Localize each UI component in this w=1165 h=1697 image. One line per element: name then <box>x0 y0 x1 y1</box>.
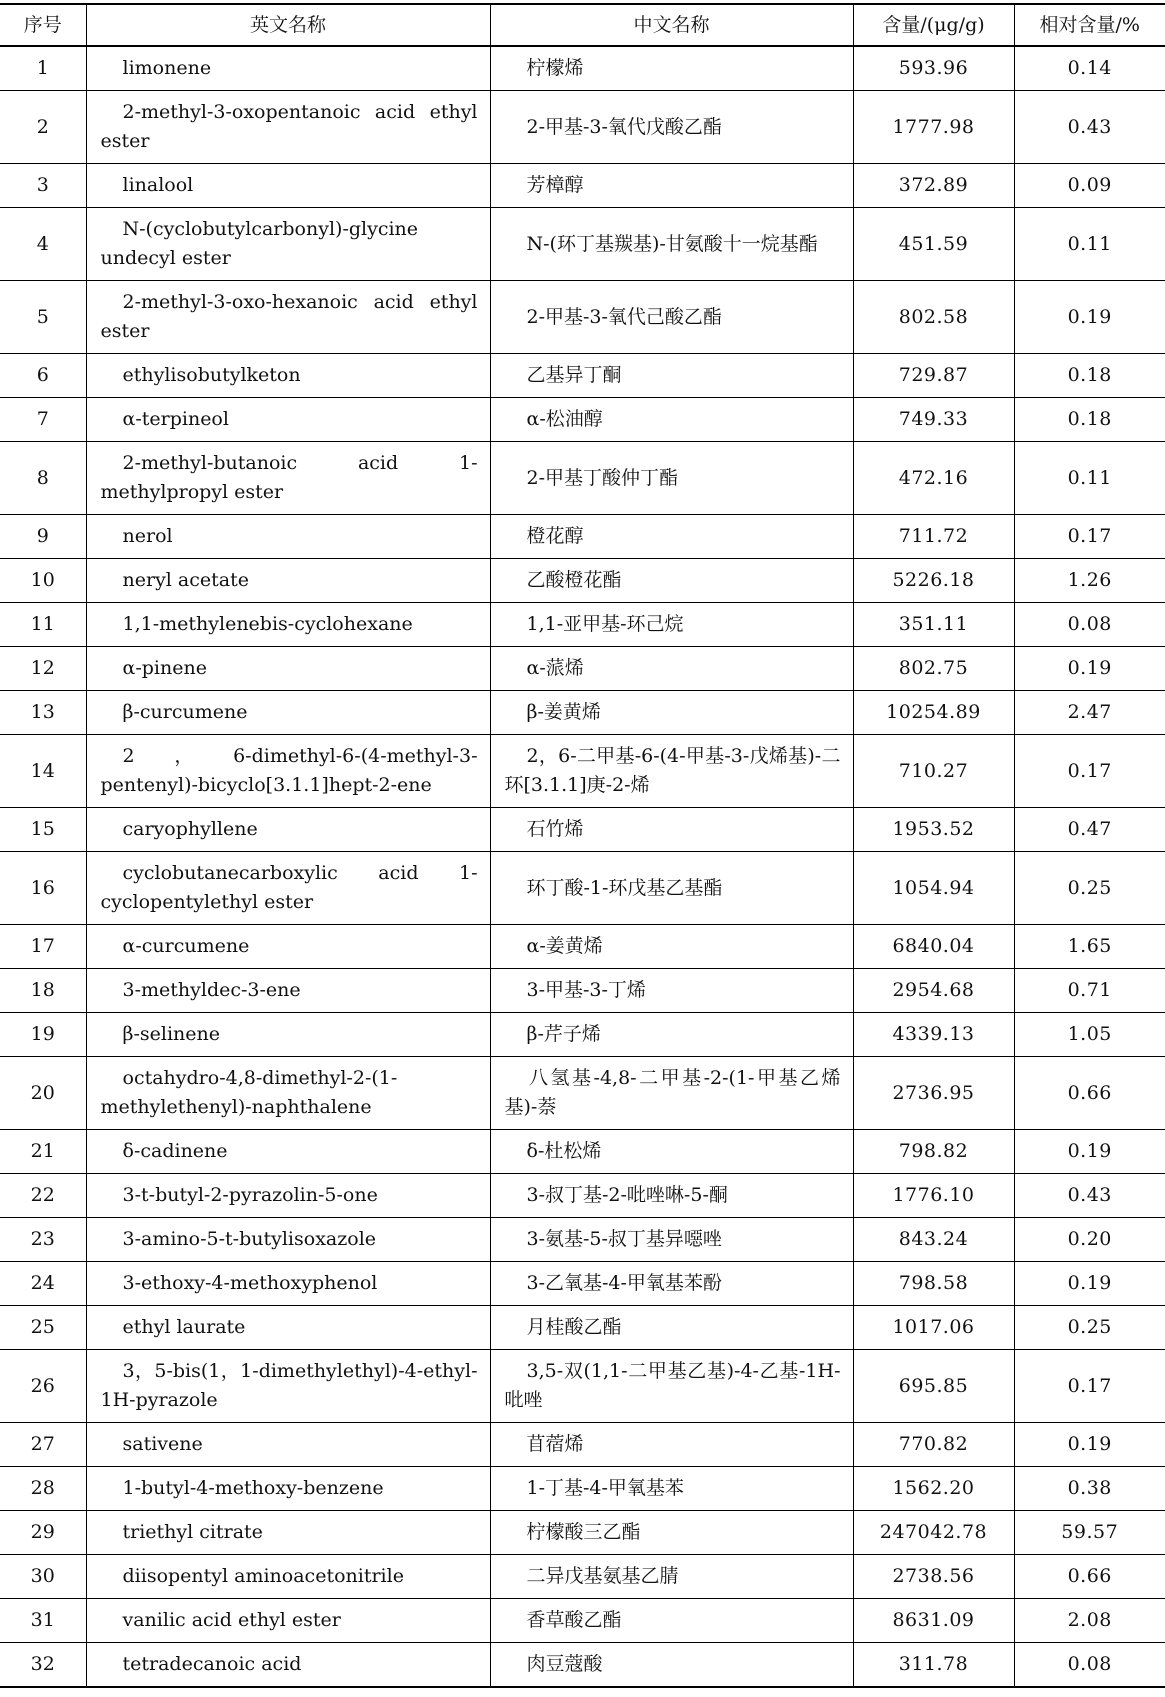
table-row <box>0 691 1165 735</box>
cell-content: 802.58 <box>853 281 1014 354</box>
cell-chinese-name <box>490 281 853 354</box>
cell-english-name <box>86 442 490 515</box>
cell-chinese-name <box>490 354 853 398</box>
cell-chinese-name <box>490 1599 853 1643</box>
cell-chinese-name <box>490 442 853 515</box>
header-english-name: 英文名称 <box>86 4 490 46</box>
cell-content: 1017.06 <box>853 1306 1014 1350</box>
cell-content: 451.59 <box>853 208 1014 281</box>
cell-relative-content: 0.14 <box>1014 46 1165 91</box>
cell-content: 351.11 <box>853 603 1014 647</box>
cell-relative-content: 0.17 <box>1014 515 1165 559</box>
cell-english-name-text: 2-methyl-butanoic acid 1-methylpropyl ester <box>100 452 478 503</box>
cell-chinese-name-text: 柠檬烯 <box>526 57 584 79</box>
cell-english-name <box>86 46 490 91</box>
cell-content: 593.96 <box>853 46 1014 91</box>
table-row <box>0 1306 1165 1350</box>
cell-chinese-name-text: 苜蓿烯 <box>526 1433 584 1455</box>
cell-relative-content: 0.66 <box>1014 1555 1165 1599</box>
table-row <box>0 1130 1165 1174</box>
cell-content: 247042.78 <box>853 1511 1014 1555</box>
cell-relative-content: 0.17 <box>1014 1350 1165 1423</box>
cell-chinese-name-text: 芳樟醇 <box>526 174 584 196</box>
cell-no: 11 <box>0 603 86 647</box>
cell-no: 18 <box>0 969 86 1013</box>
cell-no: 20 <box>0 1057 86 1130</box>
cell-content: 1054.94 <box>853 852 1014 925</box>
table-row <box>0 1555 1165 1599</box>
cell-english-name <box>86 1599 490 1643</box>
cell-content: 311.78 <box>853 1643 1014 1688</box>
cell-english-name-text: triethyl citrate <box>122 1521 263 1543</box>
table-row <box>0 1174 1165 1218</box>
table-row <box>0 603 1165 647</box>
cell-no: 32 <box>0 1643 86 1688</box>
cell-chinese-name-text: 3-甲基-3-丁烯 <box>526 979 646 1001</box>
cell-chinese-name <box>490 1350 853 1423</box>
cell-english-name <box>86 91 490 164</box>
cell-english-name-text: ethyl laurate <box>122 1316 246 1338</box>
table-row <box>0 1262 1165 1306</box>
cell-english-name <box>86 1174 490 1218</box>
cell-chinese-name <box>490 1130 853 1174</box>
table-header <box>0 4 1165 46</box>
cell-chinese-name-text: 2，6-二甲基-6-(4-甲基-3-戊烯基)-二环[3.1.1]庚-2-烯 <box>504 745 841 796</box>
cell-english-name <box>86 647 490 691</box>
cell-content: 372.89 <box>853 164 1014 208</box>
cell-english-name-text: α-pinene <box>122 657 207 679</box>
cell-english-name-text: vanilic acid ethyl ester <box>122 1609 341 1631</box>
cell-chinese-name <box>490 808 853 852</box>
cell-chinese-name <box>490 852 853 925</box>
cell-english-name-text: 1-butyl-4-methoxy-benzene <box>122 1477 384 1499</box>
cell-chinese-name-text: α-松油醇 <box>526 408 603 430</box>
cell-no: 24 <box>0 1262 86 1306</box>
cell-no: 12 <box>0 647 86 691</box>
cell-english-name <box>86 691 490 735</box>
table-row <box>0 354 1165 398</box>
cell-no: 8 <box>0 442 86 515</box>
cell-chinese-name-text: 2-甲基丁酸仲丁酯 <box>526 466 679 489</box>
cell-content: 10254.89 <box>853 691 1014 735</box>
cell-content: 802.75 <box>853 647 1014 691</box>
cell-relative-content: 0.19 <box>1014 1130 1165 1174</box>
table-row <box>0 647 1165 691</box>
cell-relative-content: 0.18 <box>1014 354 1165 398</box>
cell-content: 2954.68 <box>853 969 1014 1013</box>
cell-no: 9 <box>0 515 86 559</box>
table-row <box>0 442 1165 515</box>
cell-english-name <box>86 852 490 925</box>
table-row <box>0 925 1165 969</box>
cell-relative-content: 1.65 <box>1014 925 1165 969</box>
cell-english-name <box>86 735 490 808</box>
table-row <box>0 515 1165 559</box>
table-row <box>0 1467 1165 1511</box>
table-row <box>0 281 1165 354</box>
table-row <box>0 1599 1165 1643</box>
cell-chinese-name <box>490 208 853 281</box>
cell-no: 19 <box>0 1013 86 1057</box>
cell-no: 23 <box>0 1218 86 1262</box>
cell-content: 798.82 <box>853 1130 1014 1174</box>
cell-relative-content: 0.25 <box>1014 852 1165 925</box>
cell-no: 27 <box>0 1423 86 1467</box>
table-row <box>0 735 1165 808</box>
cell-no: 30 <box>0 1555 86 1599</box>
cell-english-name-text: 3-amino-5-t-butylisoxazole <box>122 1228 377 1250</box>
cell-relative-content: 0.47 <box>1014 808 1165 852</box>
compound-table <box>0 3 1165 1688</box>
cell-english-name-text: 3-ethoxy-4-methoxyphenol <box>122 1272 378 1294</box>
cell-chinese-name <box>490 603 853 647</box>
cell-english-name-text: δ-cadinene <box>122 1140 228 1162</box>
cell-content: 4339.13 <box>853 1013 1014 1057</box>
cell-chinese-name-text: 2-甲基-3-氧代己酸乙酯 <box>526 305 722 328</box>
cell-content: 1953.52 <box>853 808 1014 852</box>
cell-chinese-name-text: 1,1-亚甲基-环己烷 <box>526 613 684 635</box>
table-row <box>0 1511 1165 1555</box>
cell-english-name-text: 3-methyldec-3-ene <box>122 979 301 1001</box>
cell-relative-content: 0.43 <box>1014 91 1165 164</box>
cell-chinese-name <box>490 691 853 735</box>
cell-no: 17 <box>0 925 86 969</box>
cell-chinese-name <box>490 1511 853 1555</box>
cell-english-name-text: sativene <box>122 1433 203 1455</box>
cell-english-name <box>86 1467 490 1511</box>
cell-english-name <box>86 208 490 281</box>
cell-chinese-name-text: α-蒎烯 <box>526 657 584 679</box>
cell-content: 1776.10 <box>853 1174 1014 1218</box>
cell-english-name-text: β-curcumene <box>122 701 248 723</box>
cell-relative-content: 0.11 <box>1014 208 1165 281</box>
cell-chinese-name-text: 肉豆蔻酸 <box>526 1653 603 1675</box>
cell-chinese-name-text: 柠檬酸三乙酯 <box>526 1521 641 1543</box>
cell-chinese-name <box>490 1218 853 1262</box>
cell-chinese-name <box>490 1643 853 1688</box>
cell-chinese-name-text: 乙基异丁酮 <box>526 364 622 386</box>
cell-english-name <box>86 354 490 398</box>
cell-english-name-text: diisopentyl aminoacetonitrile <box>122 1565 404 1587</box>
table-row <box>0 559 1165 603</box>
cell-chinese-name-text: 月桂酸乙酯 <box>526 1316 622 1338</box>
cell-english-name <box>86 515 490 559</box>
table-row <box>0 91 1165 164</box>
cell-content: 472.16 <box>853 442 1014 515</box>
cell-chinese-name-text: 3-氨基-5-叔丁基异噁唑 <box>526 1228 722 1250</box>
cell-content: 729.87 <box>853 354 1014 398</box>
cell-english-name <box>86 1218 490 1262</box>
cell-chinese-name <box>490 1555 853 1599</box>
cell-chinese-name-text: 1-丁基-4-甲氧基苯 <box>526 1477 684 1499</box>
cell-no: 5 <box>0 281 86 354</box>
cell-english-name-text: cyclobutanecarboxylic acid 1-cyclopentylethyl ester <box>100 862 478 913</box>
cell-content: 5226.18 <box>853 559 1014 603</box>
cell-relative-content: 2.08 <box>1014 1599 1165 1643</box>
cell-content: 798.58 <box>853 1262 1014 1306</box>
cell-chinese-name-text: β-姜黄烯 <box>526 701 601 723</box>
cell-relative-content: 1.05 <box>1014 1013 1165 1057</box>
cell-english-name-text: 2-methyl-3-oxo-hexanoic acid ethyl ester <box>100 291 478 342</box>
cell-no: 7 <box>0 398 86 442</box>
cell-content: 711.72 <box>853 515 1014 559</box>
cell-relative-content: 0.08 <box>1014 603 1165 647</box>
cell-english-name-text: β-selinene <box>122 1023 221 1045</box>
cell-no: 29 <box>0 1511 86 1555</box>
cell-chinese-name-text: 3-叔丁基-2-吡唑啉-5-酮 <box>526 1184 728 1206</box>
cell-chinese-name <box>490 1174 853 1218</box>
cell-english-name-text: linalool <box>122 174 194 196</box>
cell-chinese-name-text: 环丁酸-1-环戊基乙基酯 <box>526 876 723 899</box>
cell-chinese-name <box>490 559 853 603</box>
cell-relative-content: 0.66 <box>1014 1057 1165 1130</box>
cell-chinese-name-text: 3,5-双(1,1-二甲基乙基)-4-乙基-1H-吡唑 <box>504 1360 841 1411</box>
cell-english-name-text: 1,1-methylenebis-cyclohexane <box>122 613 413 635</box>
cell-relative-content: 0.71 <box>1014 969 1165 1013</box>
cell-content: 695.85 <box>853 1350 1014 1423</box>
cell-english-name-text: octahydro-4,8-dimethyl-2-(1-methylethenyl)-naphthalene <box>100 1067 398 1118</box>
header-no: 序号 <box>0 4 86 46</box>
cell-english-name <box>86 1423 490 1467</box>
table-row <box>0 1218 1165 1262</box>
cell-chinese-name-text: N-(环丁基羰基)-甘氨酸十一烷基酯 <box>526 232 818 255</box>
cell-relative-content: 0.19 <box>1014 281 1165 354</box>
cell-chinese-name <box>490 735 853 808</box>
cell-english-name-text: 3-t-butyl-2-pyrazolin-5-one <box>122 1184 378 1206</box>
cell-english-name-text: N-(cyclobutylcarbonyl)-glycine undecyl ester <box>100 218 419 269</box>
cell-chinese-name-text: 橙花醇 <box>526 525 584 547</box>
cell-chinese-name-text: 二异戊基氨基乙腈 <box>526 1565 679 1587</box>
cell-english-name-text: 2，6-dimethyl-6-(4-methyl-3-pentenyl)-bicyclo[3.1.1]hept-2-ene <box>100 745 478 796</box>
cell-english-name-text: ethylisobutylketon <box>122 364 301 386</box>
table-row <box>0 1643 1165 1688</box>
cell-chinese-name <box>490 925 853 969</box>
cell-no: 28 <box>0 1467 86 1511</box>
cell-chinese-name <box>490 1262 853 1306</box>
table-row <box>0 164 1165 208</box>
cell-chinese-name <box>490 1467 853 1511</box>
cell-english-name <box>86 1306 490 1350</box>
cell-english-name <box>86 1643 490 1688</box>
cell-no: 16 <box>0 852 86 925</box>
table-body <box>0 46 1165 1687</box>
cell-chinese-name <box>490 515 853 559</box>
cell-relative-content: 0.09 <box>1014 164 1165 208</box>
table-row <box>0 969 1165 1013</box>
cell-chinese-name-text: 石竹烯 <box>526 818 584 840</box>
cell-chinese-name-text: 2-甲基-3-氧代戊酸乙酯 <box>526 115 722 138</box>
cell-chinese-name <box>490 969 853 1013</box>
cell-no: 14 <box>0 735 86 808</box>
cell-english-name-text: nerol <box>122 525 173 547</box>
cell-no: 3 <box>0 164 86 208</box>
cell-english-name <box>86 1130 490 1174</box>
cell-relative-content: 0.19 <box>1014 647 1165 691</box>
cell-no: 2 <box>0 91 86 164</box>
cell-relative-content: 0.19 <box>1014 1423 1165 1467</box>
table-row <box>0 1350 1165 1423</box>
cell-english-name-text: 3，5-bis(1，1-dimethylethyl)-4-ethyl-1H-pyrazole <box>100 1360 478 1411</box>
table-row <box>0 1013 1165 1057</box>
header-chinese-name: 中文名称 <box>490 4 853 46</box>
table-row <box>0 1057 1165 1130</box>
table-row <box>0 808 1165 852</box>
header-relative-content: 相对含量/% <box>1014 4 1165 46</box>
cell-content: 6840.04 <box>853 925 1014 969</box>
cell-chinese-name <box>490 1057 853 1130</box>
cell-relative-content: 0.38 <box>1014 1467 1165 1511</box>
cell-english-name <box>86 164 490 208</box>
table-row <box>0 46 1165 91</box>
cell-english-name <box>86 925 490 969</box>
cell-english-name <box>86 1057 490 1130</box>
cell-relative-content: 0.25 <box>1014 1306 1165 1350</box>
cell-chinese-name <box>490 1306 853 1350</box>
cell-relative-content: 0.17 <box>1014 735 1165 808</box>
cell-chinese-name-text: 3-乙氧基-4-甲氧基苯酚 <box>526 1272 722 1294</box>
cell-relative-content: 0.19 <box>1014 1262 1165 1306</box>
cell-chinese-name <box>490 91 853 164</box>
cell-chinese-name <box>490 647 853 691</box>
header-content: 含量/(μg/g) <box>853 4 1014 46</box>
cell-relative-content: 2.47 <box>1014 691 1165 735</box>
cell-english-name <box>86 1511 490 1555</box>
cell-english-name <box>86 1350 490 1423</box>
cell-english-name-text: tetradecanoic acid <box>122 1653 302 1675</box>
cell-content: 2736.95 <box>853 1057 1014 1130</box>
cell-chinese-name <box>490 46 853 91</box>
table-row <box>0 852 1165 925</box>
cell-english-name <box>86 559 490 603</box>
cell-chinese-name-text: α-姜黄烯 <box>526 935 603 957</box>
cell-no: 4 <box>0 208 86 281</box>
cell-no: 10 <box>0 559 86 603</box>
table-row <box>0 1423 1165 1467</box>
cell-english-name <box>86 1555 490 1599</box>
cell-chinese-name <box>490 1423 853 1467</box>
cell-no: 26 <box>0 1350 86 1423</box>
cell-content: 8631.09 <box>853 1599 1014 1643</box>
cell-relative-content: 0.43 <box>1014 1174 1165 1218</box>
cell-english-name <box>86 398 490 442</box>
cell-chinese-name <box>490 398 853 442</box>
cell-english-name-text: α-curcumene <box>122 935 250 957</box>
cell-english-name <box>86 969 490 1013</box>
cell-english-name <box>86 603 490 647</box>
cell-relative-content: 59.57 <box>1014 1511 1165 1555</box>
cell-english-name-text: limonene <box>122 57 212 79</box>
cell-english-name-text: neryl acetate <box>122 569 249 591</box>
cell-english-name-text: 2-methyl-3-oxopentanoic acid ethyl ester <box>100 101 478 152</box>
cell-relative-content: 1.26 <box>1014 559 1165 603</box>
cell-content: 710.27 <box>853 735 1014 808</box>
cell-relative-content: 0.11 <box>1014 442 1165 515</box>
cell-content: 1562.20 <box>853 1467 1014 1511</box>
cell-chinese-name-text: 香草酸乙酯 <box>526 1609 622 1631</box>
cell-relative-content: 0.20 <box>1014 1218 1165 1262</box>
cell-chinese-name <box>490 164 853 208</box>
cell-no: 21 <box>0 1130 86 1174</box>
cell-relative-content: 0.08 <box>1014 1643 1165 1688</box>
cell-content: 770.82 <box>853 1423 1014 1467</box>
cell-english-name-text: α-terpineol <box>122 408 229 430</box>
cell-chinese-name <box>490 1013 853 1057</box>
cell-content: 2738.56 <box>853 1555 1014 1599</box>
cell-no: 15 <box>0 808 86 852</box>
cell-chinese-name-text: 乙酸橙花酯 <box>526 569 622 591</box>
cell-no: 13 <box>0 691 86 735</box>
cell-no: 25 <box>0 1306 86 1350</box>
cell-content: 1777.98 <box>853 91 1014 164</box>
cell-content: 749.33 <box>853 398 1014 442</box>
cell-chinese-name-text: 八氢基-4,8-二甲基-2-(1-甲基乙烯基)-萘 <box>504 1067 841 1118</box>
cell-english-name <box>86 808 490 852</box>
cell-content: 843.24 <box>853 1218 1014 1262</box>
cell-chinese-name-text: β-芹子烯 <box>526 1023 601 1045</box>
cell-chinese-name-text: δ-杜松烯 <box>526 1140 602 1162</box>
cell-english-name <box>86 281 490 354</box>
cell-relative-content: 0.18 <box>1014 398 1165 442</box>
cell-english-name <box>86 1013 490 1057</box>
cell-no: 22 <box>0 1174 86 1218</box>
cell-english-name <box>86 1262 490 1306</box>
cell-no: 31 <box>0 1599 86 1643</box>
cell-no: 1 <box>0 46 86 91</box>
cell-no: 6 <box>0 354 86 398</box>
table-row <box>0 208 1165 281</box>
table-row <box>0 398 1165 442</box>
cell-english-name-text: caryophyllene <box>122 818 258 840</box>
header-row <box>0 4 1165 46</box>
